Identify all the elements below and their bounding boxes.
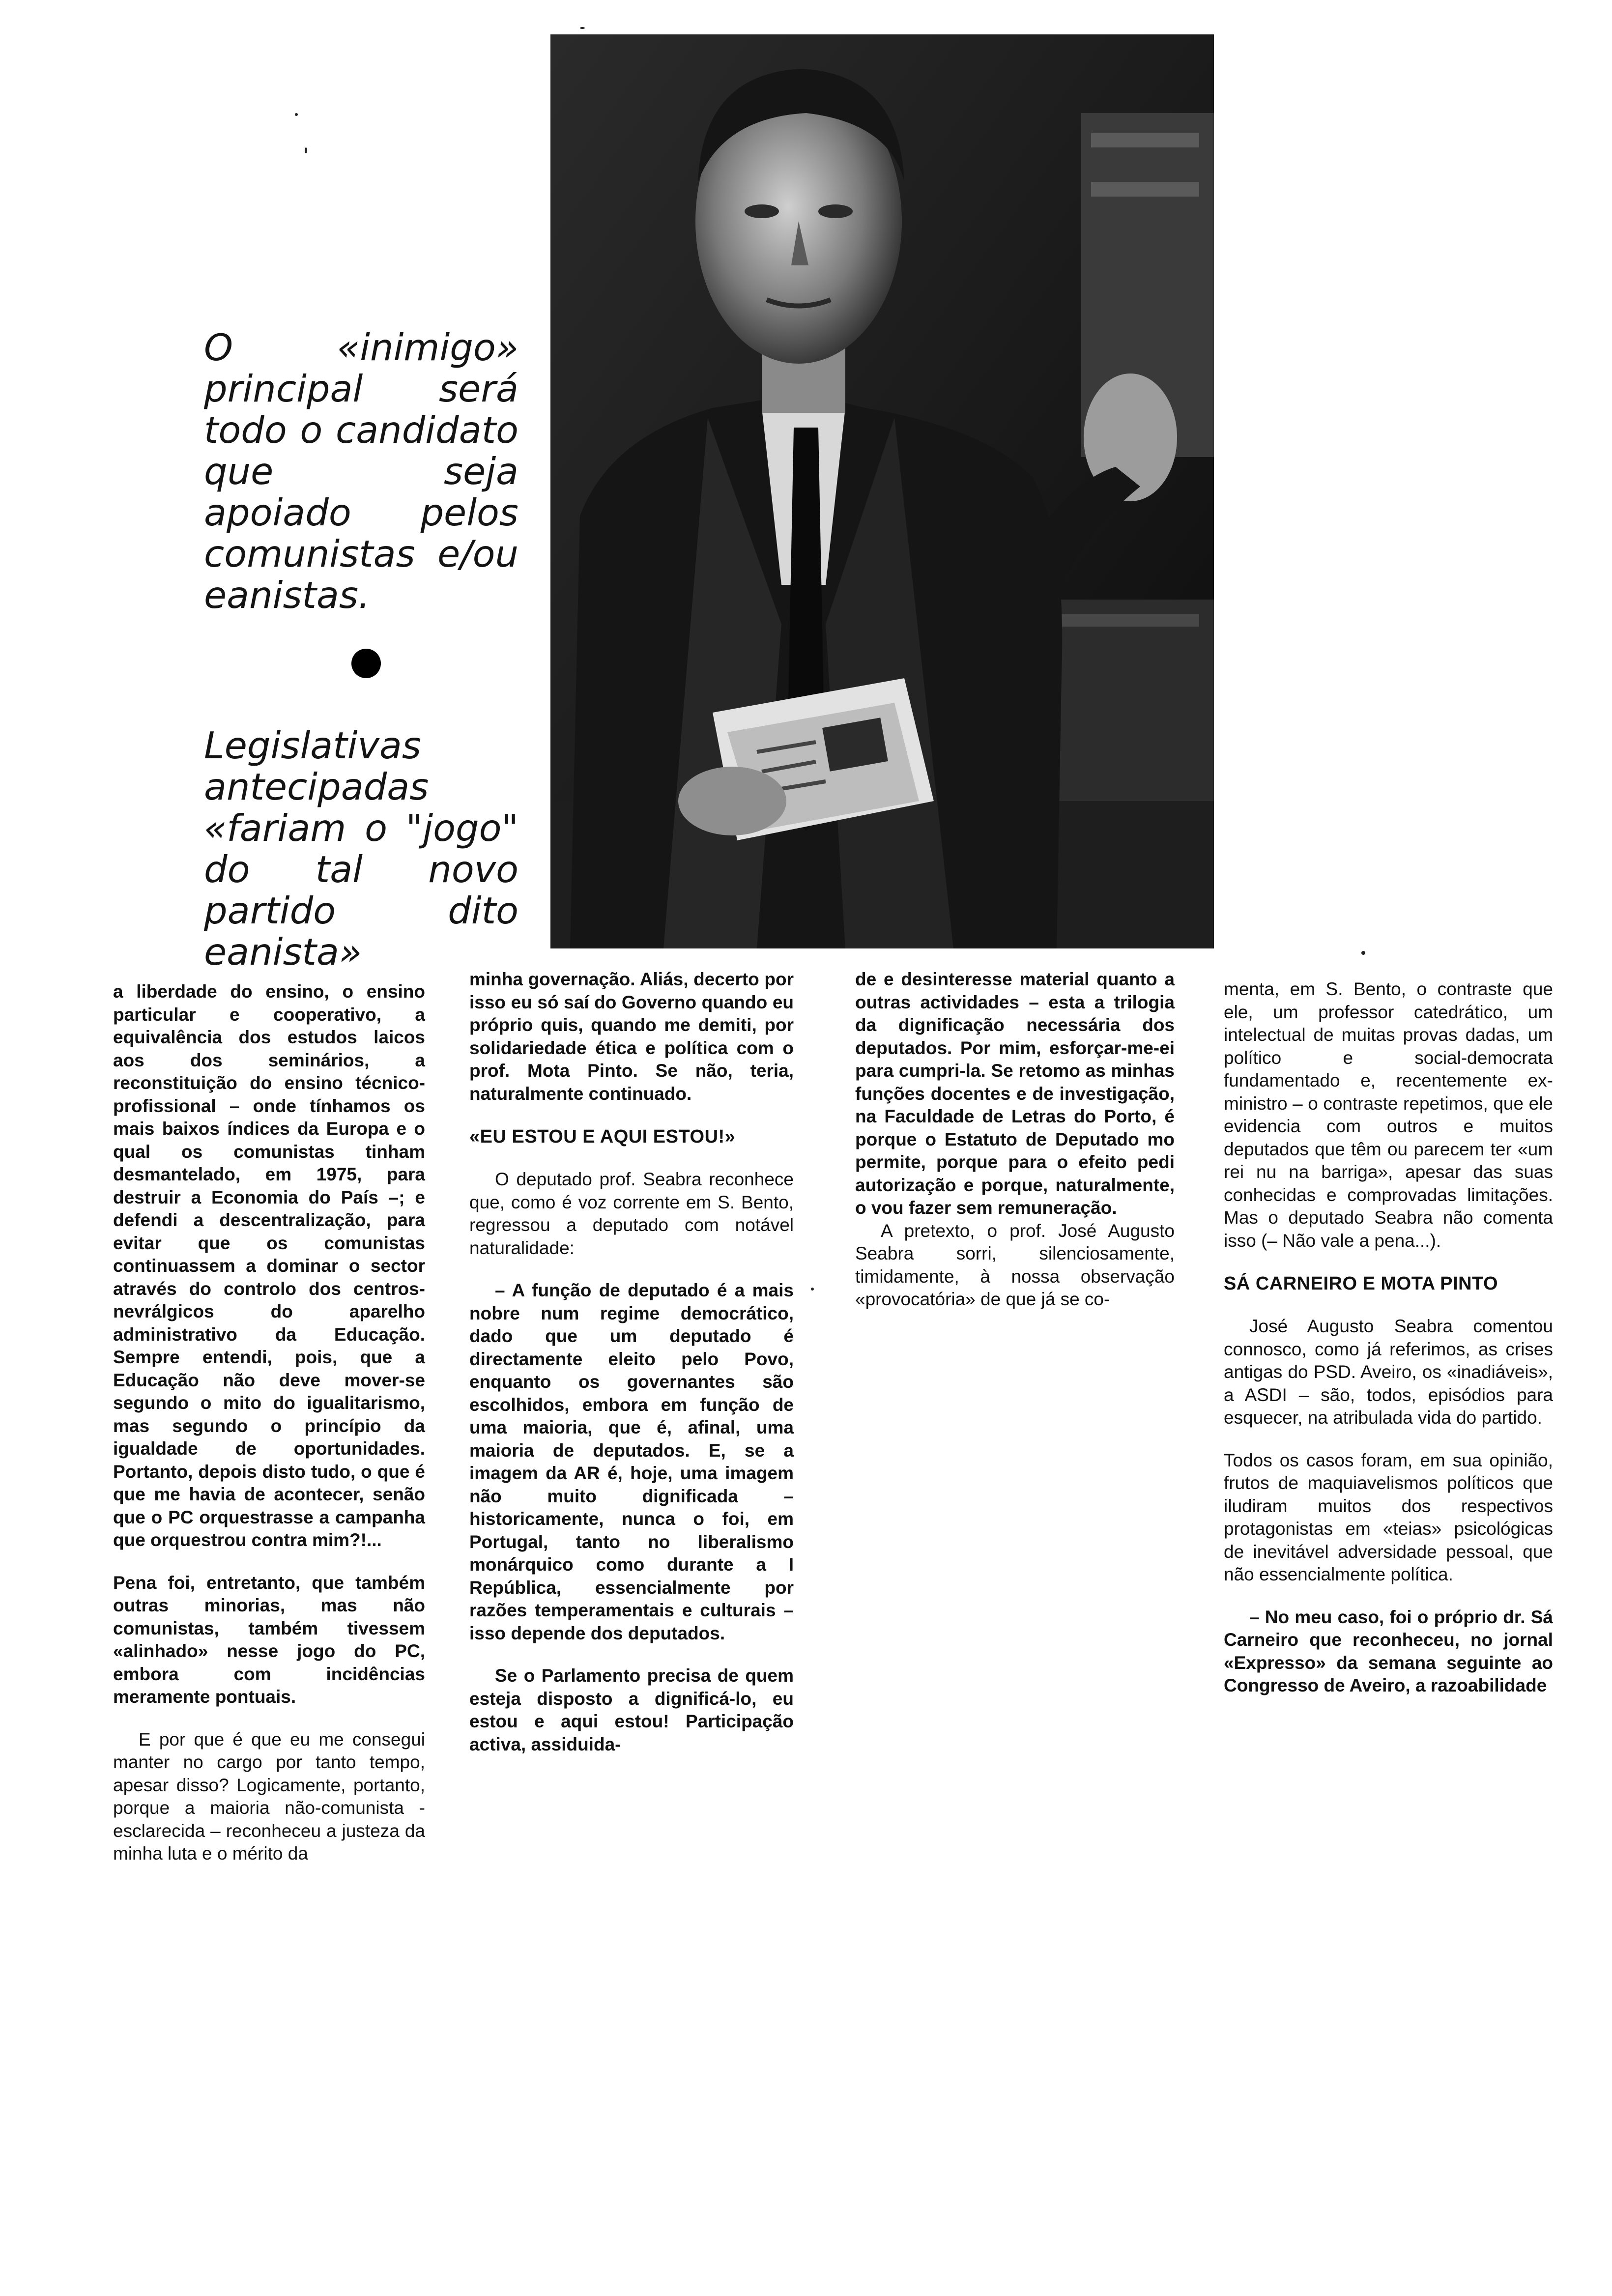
portrait-photo xyxy=(550,34,1214,948)
article-column-2 xyxy=(469,968,794,1776)
col2-paragraph-1: minha governação. Aliás, decerto por isso eu só saí do Governo quando eu próprio quis, quando me demiti, por solidariedade ética e política com o prof. Mota Pinto. Se não, teria, naturalmente continuado. xyxy=(469,969,794,1104)
pull-quote-2: Legislativas antecipadas «fariam o "jogo" do tal novo partido dito eanista» xyxy=(204,724,518,974)
article-column-1 xyxy=(113,980,425,1885)
col1-paragraph-3: E por que é que eu me consegui manter no cargo por tanto tempo, apesar disso? Logicamente, portanto, porque a maioria não-comunista - esclarecida – reconheceu a justeza da minha luta e o mérito da xyxy=(113,1729,425,1864)
col3-paragraph-1: de e desinteresse material quanto a outras actividades – esta a trilogia da dignificação necessária dos deputados. Por mim, esforçar-me-ei para cumpri-la. Se retomo as minhas funções docentes e de investigação, na Faculdade de Letras do Porto, é porque o Estatuto de Deputado mo permite, porque para o efeito pedi autorização e porque, naturalmente, o vou fazer sem remuneração. xyxy=(855,969,1175,1218)
portrait-illustration xyxy=(550,34,1214,948)
col4-paragraph-3: Todos os casos foram, em sua opinião, frutos de maquiavelismos políticos que iludiram muitos dos respectivos protagonistas em «teias» psicológicas de inevitável adversidade pessoal, que não essencialmente política. xyxy=(1224,1450,1553,1584)
col4-paragraph-4: – No meu caso, foi o próprio dr. Sá Carneiro que reconheceu, no jornal «Expresso» da semana seguinte ao Congresso de Aveiro, a razoabilidade xyxy=(1224,1607,1553,1695)
scan-speck xyxy=(1361,951,1365,955)
scan-speck xyxy=(811,1288,814,1291)
col4-section-heading: SÁ CARNEIRO E MOTA PINTO xyxy=(1224,1273,1498,1294)
scan-speck xyxy=(295,113,298,116)
article-column-4 xyxy=(1224,978,1553,1717)
col2-paragraph-4: Se o Parlamento precisa de quem esteja disposto a dignificá-lo, eu estou e aqui estou! Participação activa, assiduida- xyxy=(469,1665,794,1754)
scan-speck xyxy=(580,27,585,29)
col1-paragraph-2: Pena foi, entretanto, que também outras minorias, mas não comunistas, também tivessem «alinhado» nesse jogo do PC, embora com incidências meramente pontuais. xyxy=(113,1572,425,1707)
col4-paragraph-1: menta, em S. Bento, o contraste que ele, um professor catedrático, um intelectual de muitas provas dadas, um político e social-democrata fundamentado e, recentemente ex-ministro – o contraste repetimos, que ele evidencia com outros e muitos deputados que têm ou parecem ter «um rei nu na barriga», apesar das suas conhecidas e comprovadas limitações. Mas o deputado Seabra não comenta isso (– Não vale a pena...). xyxy=(1224,979,1553,1251)
col3-paragraph-2: A pretexto, o prof. José Augusto Seabra sorri, silenciosamente, timidamente, à nossa observação «provocatória» de que já se co- xyxy=(855,1220,1175,1309)
col2-paragraph-3: – A função de deputado é a mais nobre num regime democrático, dado que um deputado é directamente eleito pelo Povo, enquanto os governantes são escolhidos, embora em função de uma maioria, que é, afinal, uma maioria de deputados. E, se a imagem da AR é, hoje, uma imagem não muito dignificada – historicamente, nunca o foi, em Portugal, tanto no liberalismo monárquico como durante a I República, essencialmente por razões temperamentais e culturais – isso depende dos deputados. xyxy=(469,1280,794,1643)
col1-paragraph-1: a liberdade do ensino, o ensino particular e cooperativo, a equivalência dos estudos laicos aos dos seminários, a reconstituição do ensino técnico-profissional – onde tínhamos os mais baixos índices da Europa e o qual os comunistas tinham desmantelado, em 1975, para destruir a Economia do País –; e defendi a descentralização, para evitar que os comunistas continuassem a dominar o sector através do controlo dos centros-nevrálgicos do aparelho administrativo da Educação. Sempre entendi, pois, que a Educação não deve mover-se segundo o mito do igualitarismo, mas segundo o princípio da igualdade de oportunidades. Portanto, depois disto tudo, o que é que me havia de acontecer, senão que o PC orquestrasse a campanha que orquestrou contra mim?!... xyxy=(113,981,425,1550)
scan-speck xyxy=(305,147,307,153)
pull-quote-1: O «inimigo» principal será todo o candidato que seja apoiado pelos comunistas e/ou eanistas. xyxy=(204,326,518,617)
bullet-separator xyxy=(351,649,381,678)
col4-paragraph-2: José Augusto Seabra comentou connosco, como já referimos, as crises antigas do PSD. Aveiro, os «inadiáveis», a ASDI – são, todos, episódios para esquecer, na atribulada vida do partido. xyxy=(1224,1316,1553,1428)
col2-section-heading: «EU ESTOU E AQUI ESTOU!» xyxy=(469,1126,736,1147)
article-column-3 xyxy=(855,968,1175,1331)
col2-paragraph-2: O deputado prof. Seabra reconhece que, como é voz corrente em S. Bento, regressou a deputado com notável naturalidade: xyxy=(469,1169,794,1258)
